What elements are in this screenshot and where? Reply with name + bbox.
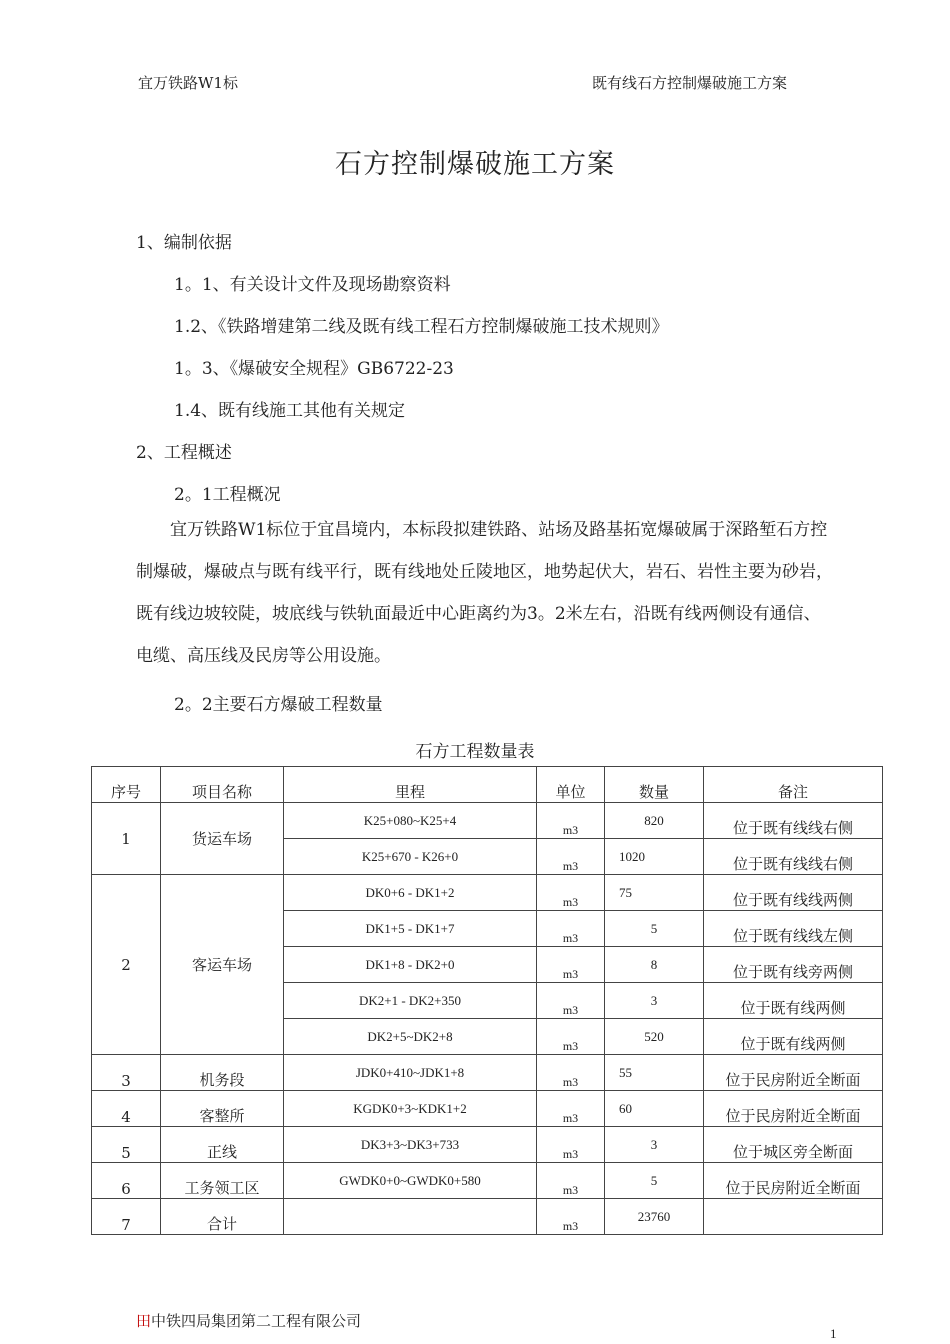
note: 位于民房附近全断面 bbox=[704, 1163, 883, 1199]
item-name: 合计 bbox=[161, 1199, 284, 1235]
quantity: 60 bbox=[605, 1091, 704, 1127]
section-1-3: 1。3、《爆破安全规程》GB6722-23 bbox=[174, 359, 454, 379]
header-cell: 数量 bbox=[605, 767, 704, 803]
quantity: 3 bbox=[605, 983, 704, 1019]
note: 位于既有线旁两侧 bbox=[704, 947, 883, 983]
section-1-heading: 1、编制依据 bbox=[136, 233, 232, 253]
mileage: DK1+5 - DK1+7 bbox=[284, 911, 537, 947]
row-number: 5 bbox=[92, 1127, 161, 1163]
section-2-1: 2。1工程概况 bbox=[174, 485, 281, 505]
quantity: 1020 bbox=[605, 839, 704, 875]
note bbox=[704, 1199, 883, 1235]
mileage: DK0+6 - DK1+2 bbox=[284, 875, 537, 911]
header-cell: 项目名称 bbox=[161, 767, 284, 803]
item-name: 工务领工区 bbox=[161, 1163, 284, 1199]
footer bbox=[136, 1310, 361, 1331]
item-name: 正线 bbox=[161, 1127, 284, 1163]
unit: m3 bbox=[537, 839, 605, 875]
mileage: K25+080~K25+4 bbox=[284, 803, 537, 839]
header-cell: 备注 bbox=[704, 767, 883, 803]
header-right: 既有线石方控制爆破施工方案 bbox=[592, 74, 788, 92]
unit: m3 bbox=[537, 947, 605, 983]
table-row-total bbox=[92, 1199, 883, 1235]
note: 位于既有线两侧 bbox=[704, 983, 883, 1019]
table-row bbox=[92, 1127, 883, 1163]
row-number: 6 bbox=[92, 1163, 161, 1199]
note: 位于民房附近全断面 bbox=[704, 1055, 883, 1091]
mileage: DK3+3~DK3+733 bbox=[284, 1127, 537, 1163]
quantity: 3 bbox=[605, 1127, 704, 1163]
quantity: 520 bbox=[605, 1019, 704, 1055]
mileage: DK2+1 - DK2+350 bbox=[284, 983, 537, 1019]
company-name: 中铁四局集团第二工程有限公司 bbox=[151, 1312, 362, 1330]
unit: m3 bbox=[537, 1199, 605, 1235]
quantity: 5 bbox=[605, 911, 704, 947]
section-1-1: 1。1、有关设计文件及现场勘察资料 bbox=[174, 275, 451, 295]
table-row bbox=[92, 1091, 883, 1127]
table-row bbox=[92, 1055, 883, 1091]
paragraph-line: 既有线边坡较陡，坡底线与铁轨面最近中心距离约为3。2米左右，沿既有线两侧设有通信、 bbox=[136, 604, 821, 624]
mileage bbox=[284, 1199, 537, 1235]
unit: m3 bbox=[537, 1055, 605, 1091]
section-1-4: 1.4、既有线施工其他有关规定 bbox=[174, 401, 406, 421]
paragraph-line: 宜万铁路W1标位于宜昌境内，本标段拟建铁路、站场及路基拓宽爆破属于深路堑石方控 bbox=[136, 520, 828, 540]
table-caption: 石方工程数量表 bbox=[415, 742, 535, 762]
page-number: 1 bbox=[830, 1326, 837, 1341]
header-left: 宜万铁路W1标 bbox=[138, 74, 238, 92]
unit: m3 bbox=[537, 803, 605, 839]
item-name: 客运车场 bbox=[161, 875, 284, 1055]
unit: m3 bbox=[537, 983, 605, 1019]
paragraph-line: 制爆破，爆破点与既有线平行，既有线地处丘陵地区，地势起伏大，岩石、岩性主要为砂岩， bbox=[136, 562, 833, 582]
note: 位于民房附近全断面 bbox=[704, 1091, 883, 1127]
table-row bbox=[92, 875, 883, 911]
quantity: 23760 bbox=[605, 1199, 704, 1235]
section-1-2: 1.2、《铁路增建第二线及既有线工程石方控制爆破施工技术规则》 bbox=[174, 317, 669, 337]
header-cell: 单位 bbox=[537, 767, 605, 803]
table-row bbox=[92, 803, 883, 839]
unit: m3 bbox=[537, 1019, 605, 1055]
paragraph-line: 电缆、高压线及民房等公用设施。 bbox=[136, 646, 391, 666]
table-row bbox=[92, 1163, 883, 1199]
section-2-heading: 2、工程概述 bbox=[136, 443, 232, 463]
row-number: 7 bbox=[92, 1199, 161, 1235]
quantity: 8 bbox=[605, 947, 704, 983]
note: 位于既有线线右侧 bbox=[704, 839, 883, 875]
item-name: 货运车场 bbox=[161, 803, 284, 875]
table-header-row bbox=[92, 767, 883, 803]
company-logo-icon: 田 bbox=[136, 1312, 152, 1330]
unit: m3 bbox=[537, 1163, 605, 1199]
quantity: 820 bbox=[605, 803, 704, 839]
row-number: 3 bbox=[92, 1055, 161, 1091]
mileage: DK2+5~DK2+8 bbox=[284, 1019, 537, 1055]
mileage: KGDK0+3~KDK1+2 bbox=[284, 1091, 537, 1127]
overview-paragraph bbox=[136, 509, 896, 677]
item-name: 客整所 bbox=[161, 1091, 284, 1127]
row-number: 1 bbox=[92, 803, 161, 875]
note: 位于既有线线右侧 bbox=[704, 803, 883, 839]
section-2-2: 2。2主要石方爆破工程数量 bbox=[174, 695, 383, 715]
row-number: 4 bbox=[92, 1091, 161, 1127]
quantity-table bbox=[91, 766, 883, 1235]
document-title: 石方控制爆破施工方案 bbox=[335, 149, 615, 180]
unit: m3 bbox=[537, 1091, 605, 1127]
header-cell: 里程 bbox=[284, 767, 537, 803]
note: 位于既有线线两侧 bbox=[704, 875, 883, 911]
note: 位于既有线线左侧 bbox=[704, 911, 883, 947]
unit: m3 bbox=[537, 911, 605, 947]
quantity: 75 bbox=[605, 875, 704, 911]
unit: m3 bbox=[537, 875, 605, 911]
mileage: DK1+8 - DK2+0 bbox=[284, 947, 537, 983]
item-name: 机务段 bbox=[161, 1055, 284, 1091]
header-cell: 序号 bbox=[92, 767, 161, 803]
row-number: 2 bbox=[92, 875, 161, 1055]
note: 位于既有线两侧 bbox=[704, 1019, 883, 1055]
note: 位于城区旁全断面 bbox=[704, 1127, 883, 1163]
unit: m3 bbox=[537, 1127, 605, 1163]
quantity: 5 bbox=[605, 1163, 704, 1199]
mileage: K25+670 - K26+0 bbox=[284, 839, 537, 875]
mileage: GWDK0+0~GWDK0+580 bbox=[284, 1163, 537, 1199]
mileage: JDK0+410~JDK1+8 bbox=[284, 1055, 537, 1091]
quantity: 55 bbox=[605, 1055, 704, 1091]
